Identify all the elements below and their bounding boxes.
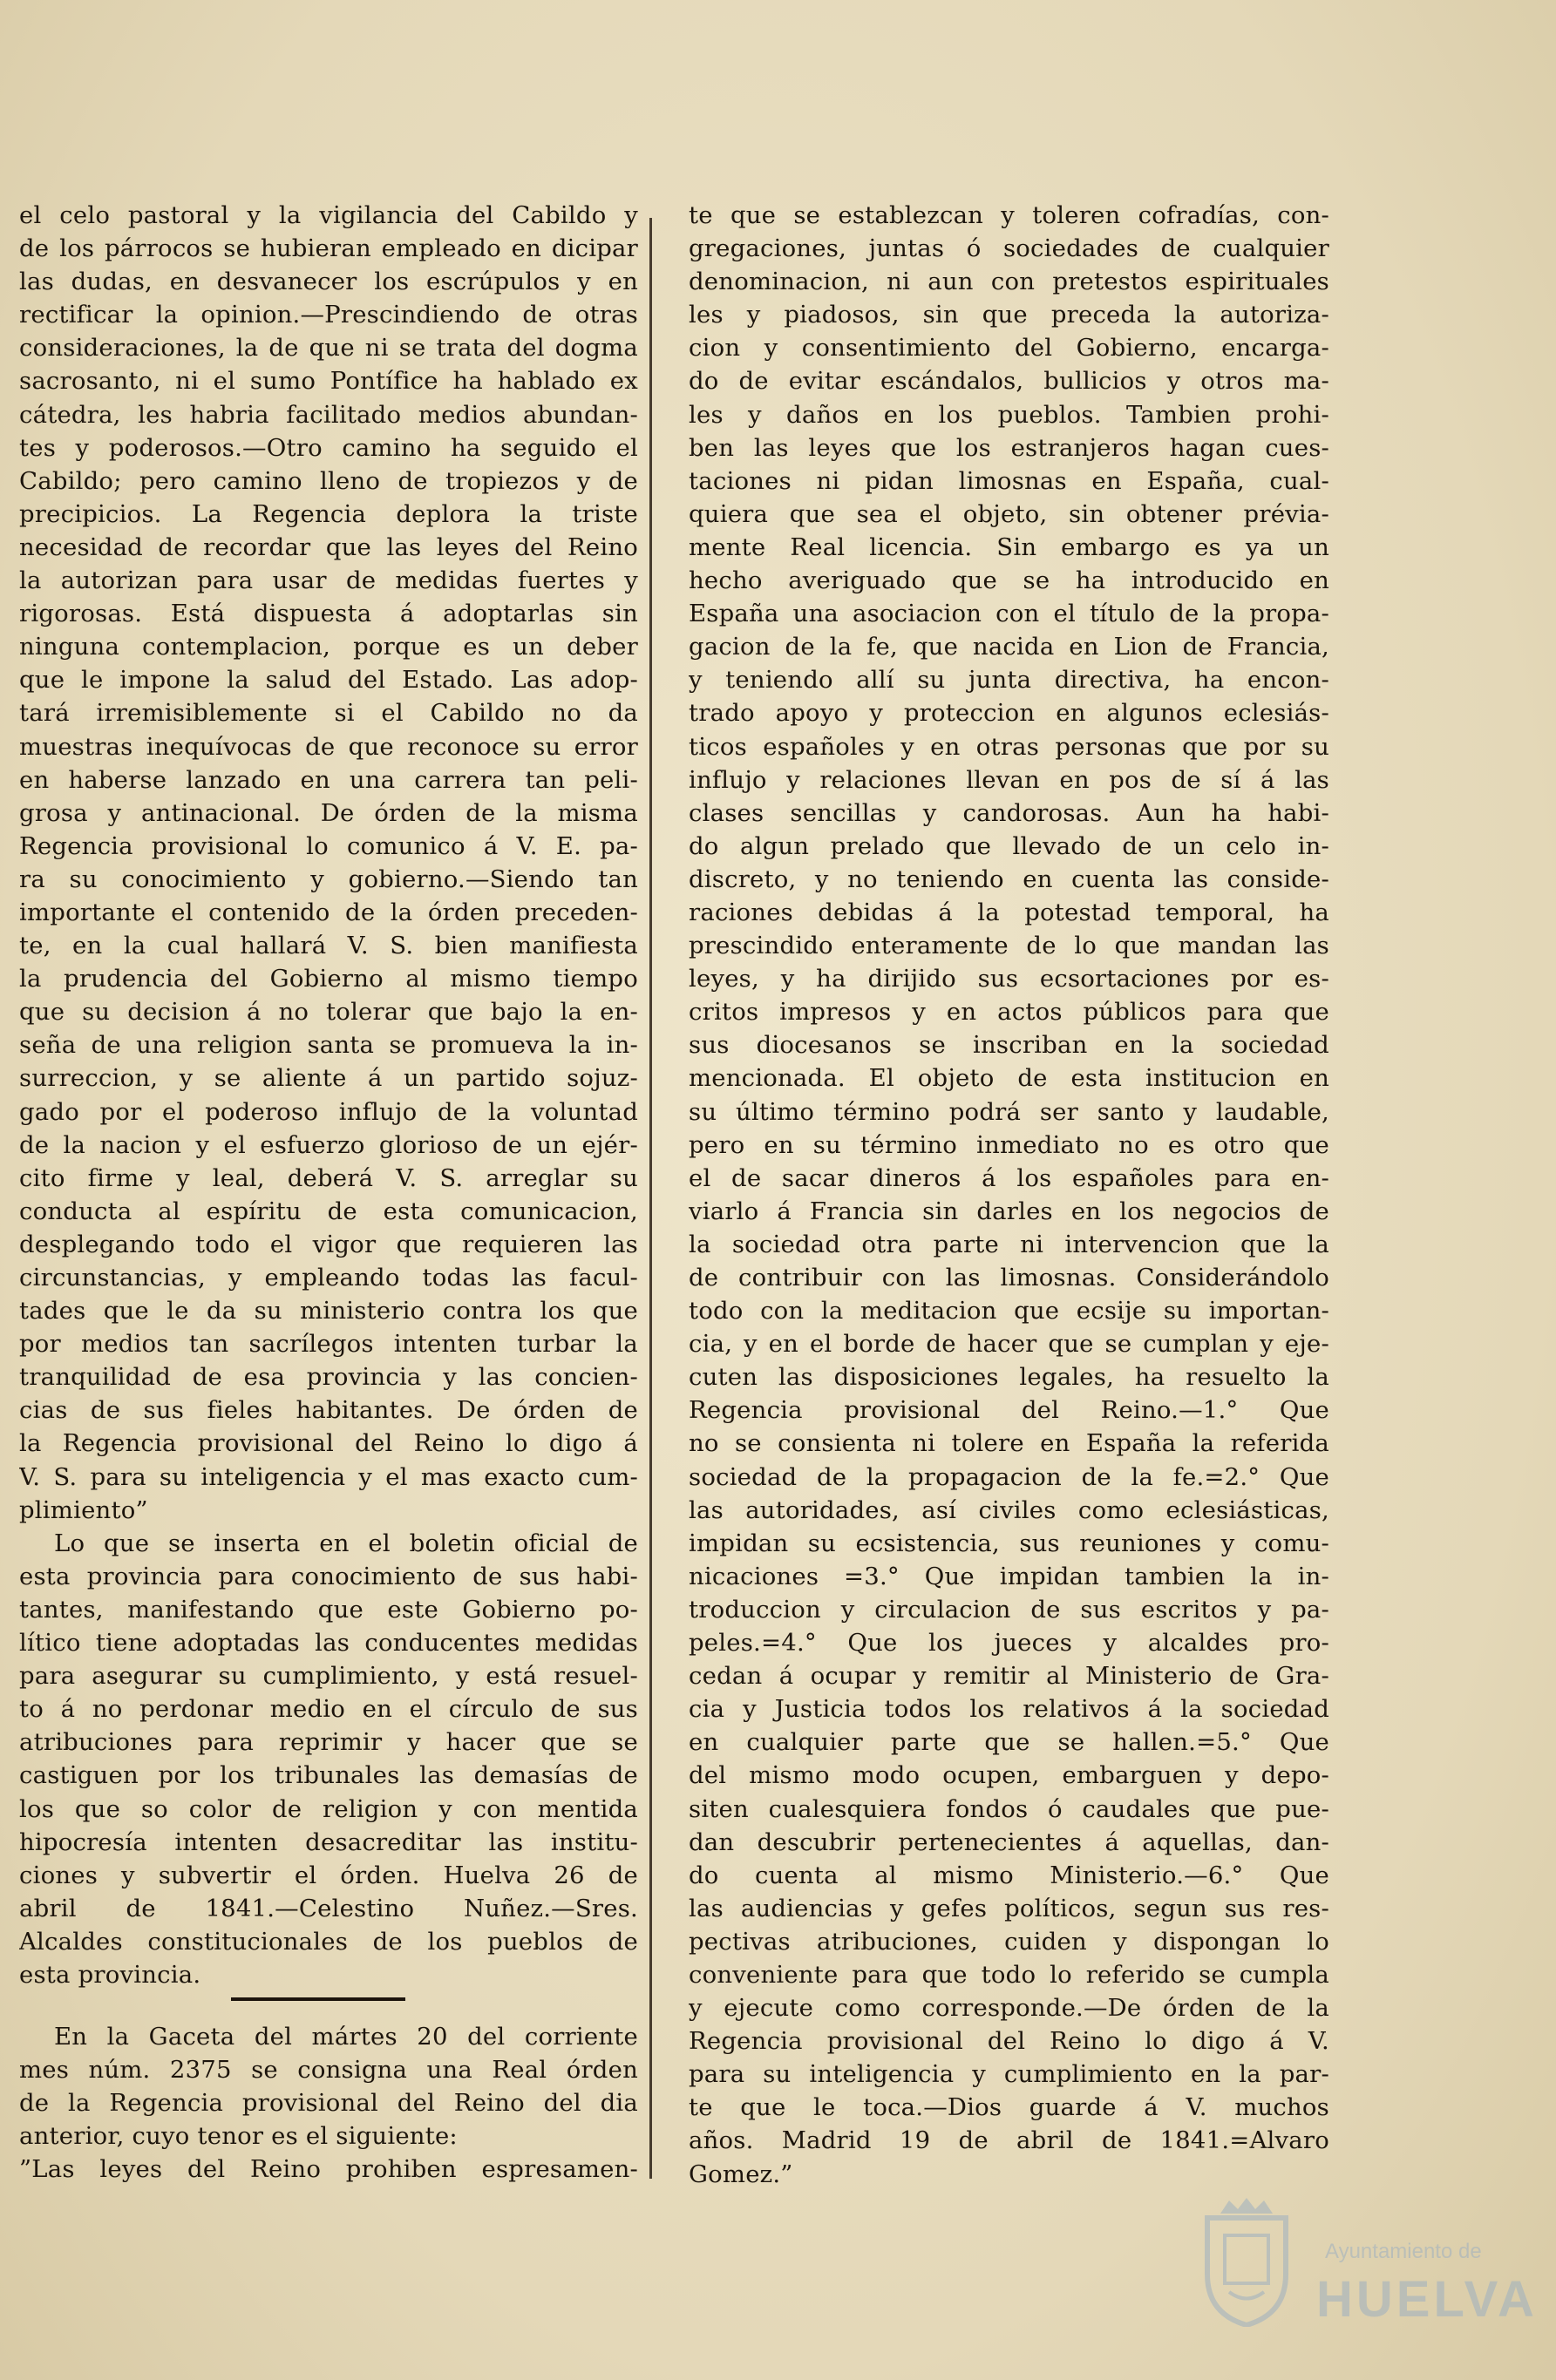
text-line: importante el contenido de la órden preceden- [19,898,638,926]
text-line: Regencia provisional del Reino lo digo á V. [689,2027,1329,2056]
text-line: circunstancias, y empleando todas las facul- [19,1264,638,1292]
text-line: influjo y relaciones llevan en pos de sí á las [689,765,1329,794]
text-line: ben las leyes que los estranjeros hagan cues- [689,433,1329,462]
text-line: hecho averiguado que se ha introducido en [689,566,1329,595]
text-line: Lo que se inserta en el boletin oficial de [54,1529,638,1557]
text-line: cedan á ocupar y remitir al Ministerio de Gra- [689,1662,1329,1691]
text-line: tranquilidad de esa provincia y las concien- [19,1363,638,1392]
text-line: de la Regencia provisional del Reino del dia [19,2089,638,2118]
text-line: do de evitar escándalos, bullicios y otros ma- [689,367,1329,396]
text-line: conducta al espíritu de esta comunicacion, [19,1197,638,1225]
text-line: pero en su término inmediato no es otro que [689,1130,1329,1159]
text-line: no se consienta ni tolere en España la referida [689,1429,1329,1458]
text-line: esta provincia para conocimiento de sus habi- [19,1562,638,1590]
text-line: peles.=4.° Que los jueces y alcaldes pro- [689,1629,1329,1658]
text-line: grosa y antinacional. De órden de la misma [19,798,638,827]
text-line: la autorizan para usar de medidas fuertes y [19,566,638,595]
text-line: dan descubrir pertenecientes á aquellas, dan- [689,1827,1329,1856]
text-line: cátedra, les habria facilitado medios abundan- [19,400,638,429]
text-line: su último término podrá ser santo y laudable, [689,1097,1329,1126]
text-line: de contribuir con las limosnas. Considerándolo [689,1264,1329,1292]
text-line: para su inteligencia y cumplimiento en la par- [689,2060,1329,2089]
text-line: rectificar la opinion.—Prescindiendo de otras [19,301,638,329]
text-line: tará irremisiblemente si el Cabildo no da [19,699,638,728]
text-line: las dudas, en desvanecer los escrúpulos y en [19,268,638,296]
text-line: España una asociacion con el título de la propa- [689,600,1329,628]
text-line: consideraciones, la de que ni se trata del dogma [19,334,638,363]
text-line: el celo pastoral y la vigilancia del Cabildo y [19,201,638,229]
text-line: pectivas atribuciones, cuiden y dispongan lo [689,1927,1329,1956]
text-line: y ejecute como corresponde.—De órden de la [689,1994,1329,2023]
text-line: trado apoyo y proteccion en algunos eclesiás- [689,699,1329,728]
text-line: rigorosas. Está dispuesta á adoptarlas sin [19,600,638,628]
text-line: te, en la cual hallará V. S. bien manifiesta [19,932,638,960]
coat-of-arms-icon [1194,2196,1299,2327]
text-line: cias de sus fieles habitantes. De órden de [19,1396,638,1425]
text-line: critos impresos y en actos públicos para que [689,998,1329,1027]
text-line: plimiento” [19,1495,148,1524]
text-line: seña de una religion santa se promueva la in- [19,1031,638,1060]
text-line: que le impone la salud del Estado. Las adop- [19,666,638,695]
text-line: lítico tiene adoptadas las conducentes medidas [19,1629,638,1658]
text-line: mencionada. El objeto de esta institucion en [689,1064,1329,1093]
text-line: por medios tan sacrílegos intenten turbar la [19,1330,638,1359]
text-line: sus diocesanos se inscriban en la sociedad [689,1031,1329,1060]
text-line: ra su conocimiento y gobierno.—Siendo tan [19,865,638,893]
text-line: do algun prelado que llevado de un celo in- [689,831,1329,860]
text-line: cia, y en el borde de hacer que se cumplan y eje- [689,1330,1329,1359]
text-line: Alcaldes constitucionales de los pueblos de [19,1927,638,1956]
text-line: conveniente para que todo lo referido se cumpla [689,1960,1329,1989]
text-line: viarlo á Francia sin darles en los negocios de [689,1197,1329,1225]
text-line: la sociedad otra parte ni intervencion que la [689,1230,1329,1258]
text-line: que su decision á no tolerar que bajo la en- [19,998,638,1027]
text-line: En la Gaceta del mártes 20 del corriente [54,2023,638,2051]
text-line: impidan su ecsistencia, sus reuniones y comu- [689,1529,1329,1557]
text-line: taciones ni pidan limosnas en España, cual- [689,466,1329,495]
text-line: tades que le da su ministerio contra los que [19,1297,638,1326]
text-line: siten cualesquiera fondos ó caudales que pue- [689,1794,1329,1823]
text-line: y teniendo allí su junta directiva, ha encon- [689,666,1329,695]
text-line: troduccion y circulacion de sus escritos y pa- [689,1595,1329,1624]
text-line: quiera que sea el objeto, sin obtener prévia- [689,499,1329,528]
text-line: cito firme y leal, deberá V. S. arreglar su [19,1163,638,1192]
text-line: los que so color de religion y con mentida [19,1794,638,1823]
text-line: anterior, cuyo tenor es el siguiente: [19,2122,458,2151]
text-line: hipocresía intenten desacreditar las institu- [19,1827,638,1856]
text-line: necesidad de recordar que las leyes del Reino [19,532,638,561]
text-line: denominacion, ni aun con pretestos espirituales [689,268,1329,296]
text-line: cion y consentimiento del Gobierno, encarga- [689,334,1329,363]
text-line: años. Madrid 19 de abril de 1841.=Alvaro [689,2126,1329,2155]
text-line: de los párrocos se hubieran empleado en dicipar [19,234,638,263]
text-line: Regencia provisional del Reino.—1.° Que [689,1396,1329,1425]
text-line: todo con la meditacion que ecsije su importan- [689,1297,1329,1326]
text-line: esta provincia. [19,1960,201,1989]
text-line: sociedad de la propagacion de la fe.=2.° Que [689,1462,1329,1491]
text-line: en haberse lanzado en una carrera tan peli- [19,765,638,794]
text-line: te que le toca.—Dios guarde á V. muchos [689,2093,1329,2122]
text-line: leyes, y ha dirijido sus ecsortaciones por es- [689,965,1329,993]
text-line: ciones y subvertir el órden. Huelva 26 de [19,1861,638,1889]
text-line: surreccion, y se aliente á un partido sojuz- [19,1064,638,1093]
text-line: les y piadosos, sin que preceda la autoriza- [689,301,1329,329]
text-line: te que se establezcan y toleren cofradías, con- [689,201,1329,229]
text-line: precipicios. La Regencia deplora la triste [19,499,638,528]
text-line: atribuciones para reprimir y hacer que se [19,1728,638,1757]
text-line: muestras inequívocas de que reconoce su error [19,732,638,761]
text-line: ninguna contemplacion, porque es un deber [19,633,638,661]
watermark [1194,2196,1538,2353]
text-line: abril de 1841.—Celestino Nuñez.—Sres. [19,1894,638,1922]
text-line: to á no perdonar medio en el círculo de sus [19,1695,638,1724]
watermark-label: Ayuntamiento de [1325,2240,1482,2263]
text-line: mente Real licencia. Sin embargo es ya un [689,532,1329,561]
text-line: el de sacar dineros á los españoles para en- [689,1163,1329,1192]
text-line: en cualquier parte que se hallen.=5.° Que [689,1728,1329,1757]
text-line: V. S. para su inteligencia y el mas exacto cum- [19,1462,638,1491]
gaceta-section [19,2020,638,2186]
text-line: discreto, y no teniendo en cuenta las conside- [689,865,1329,893]
right-column [689,199,1329,2191]
text-line: nicaciones =3.° Que impidan tambien la in- [689,1562,1329,1590]
text-line: desplegando todo el vigor que requieren las [19,1230,638,1258]
text-line: la Regencia provisional del Reino lo digo á [19,1429,638,1458]
text-line: para asegurar su cumplimiento, y está resuel- [19,1662,638,1691]
text-line: ”Las leyes del Reino prohiben espresamen- [19,2155,638,2184]
text-line: do cuenta al mismo Ministerio.—6.° Que [689,1861,1329,1889]
text-line: les y daños en los pueblos. Tambien prohi- [689,400,1329,429]
text-line: las autoridades, así civiles como eclesiásticas, [689,1495,1329,1524]
section-separator [231,1997,405,2001]
text-line: prescindido enteramente de lo que mandan las [689,932,1329,960]
text-line: Cabildo; pero camino lleno de tropiezos y de [19,466,638,495]
text-line: gregaciones, juntas ó sociedades de cualquier [689,234,1329,263]
text-line: tantes, manifestando que este Gobierno po- [19,1595,638,1624]
text-line: del mismo modo ocupen, embarguen y depo- [689,1761,1329,1790]
text-line: tes y poderosos.—Otro camino ha seguido el [19,433,638,462]
text-line: las audiencias y gefes políticos, segun sus res- [689,1894,1329,1922]
text-line: clases sencillas y candorosas. Aun ha habi- [689,798,1329,827]
text-line: cia y Justicia todos los relativos á la sociedad [689,1695,1329,1724]
text-line: Gomez.” [689,2160,793,2188]
column-divider [649,218,652,2179]
text-line: gado por el poderoso influjo de la voluntad [19,1097,638,1126]
left-column [19,199,638,1991]
text-line: raciones debidas á la potestad temporal, ha [689,898,1329,926]
text-line: ticos españoles y en otras personas que por su [689,732,1329,761]
text-line: la prudencia del Gobierno al mismo tiempo [19,965,638,993]
text-line: cuten las disposiciones legales, ha resuelto la [689,1363,1329,1392]
text-line: gacion de la fe, que nacida en Lion de Francia, [689,633,1329,661]
text-line: de la nacion y el esfuerzo glorioso de un ejér- [19,1130,638,1159]
text-line: Regencia provisional lo comunico á V. E. pa- [19,831,638,860]
watermark-city: HUELVA [1316,2271,1538,2328]
text-line: castiguen por los tribunales las demasías de [19,1761,638,1790]
text-line: sacrosanto, ni el sumo Pontífice ha hablado ex [19,367,638,396]
text-line: mes núm. 2375 se consigna una Real órden [19,2056,638,2085]
